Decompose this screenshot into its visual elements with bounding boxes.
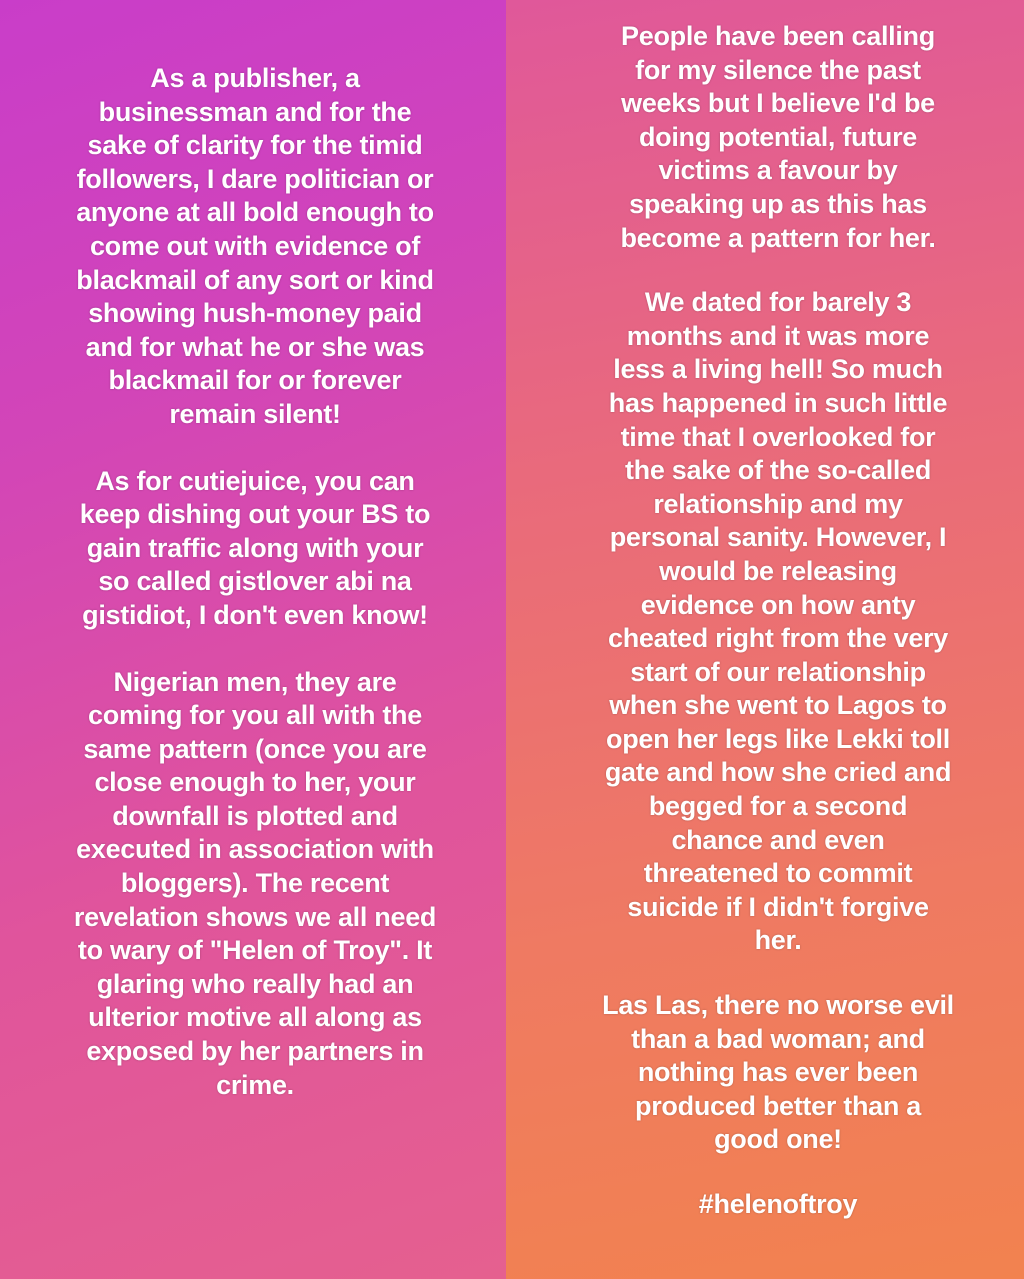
right-paragraph-dated: We dated for barely 3 months and it was more less a living hell! So much has happened in such little time that I overlooked for the sake of the so-called relationship and my personal sanity. However, I would be releasing evidence on how anty cheated right from the very start of our relationship when she went to Lagos to open her legs like Lekki toll gate and how she cried and begged for a second chance and even threatened to commit suicide if I didn't forgive her. xyxy=(604,287,952,956)
left-story-text xyxy=(70,62,440,1102)
right-story-text xyxy=(602,20,954,1222)
right-paragraph-silence: People have been calling for my silence the past weeks but I believe I'd be doing potential, future victims a favour by speaking up as this has become a pattern for her. xyxy=(620,21,936,253)
hashtag-helenoftroy[interactable]: #helenoftroy xyxy=(698,1189,858,1219)
right-paragraph-las-las: Las Las, there no worse evil than a bad woman; and nothing has ever been produced better than a good one! xyxy=(602,990,954,1155)
left-paragraph-publisher-challenge: As a publisher, a businessman and for the sake of clarity for the timid followers, I dare politician or anyone at all bold enough to come out with evidence of blackmail of any sort or kind showing hush-money paid and for what he or she was blackmail for or forever remain silent! xyxy=(76,63,434,429)
left-paragraph-nigerian-men: Nigerian men, they are coming for you all with the same pattern (once you are close enough to her, your downfall is plotted and executed in association with bloggers). The recent revelation shows we all need to wary of "Helen of Troy". It glaring who really had an ulterior motive all along as exposed by her partners in crime. xyxy=(73,666,437,1100)
right-story-panel xyxy=(506,0,1024,1279)
left-story-panel xyxy=(0,0,506,1279)
left-paragraph-cutiejuice: As for cutiejuice, you can keep dishing out your BS to gain traffic along with your so called gistlover abi na gistidiot, I don't even know! xyxy=(79,465,431,630)
